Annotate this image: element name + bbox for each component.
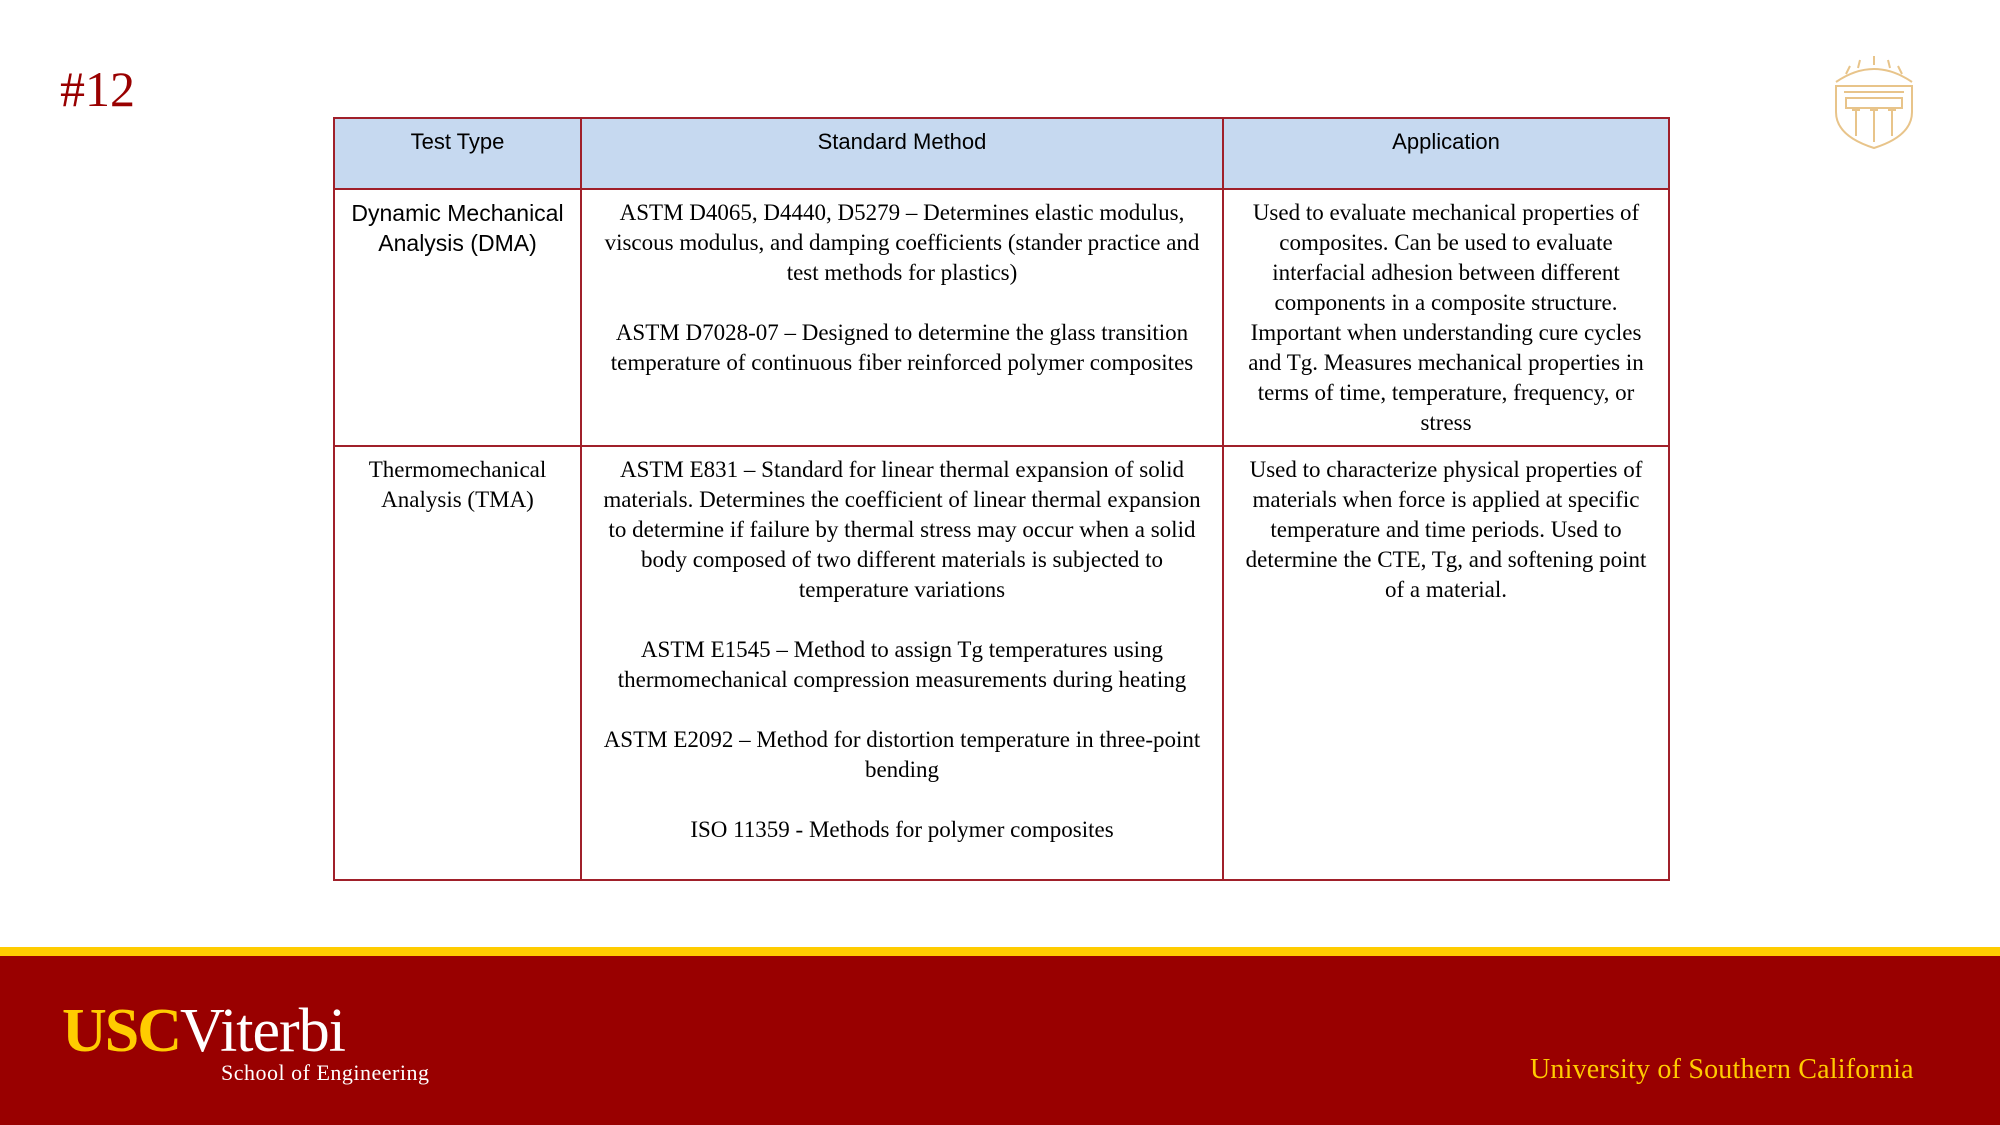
usc-viterbi-logo (62, 996, 345, 1067)
method-paragraph: ASTM E2092 – Method for distortion temperature in three-point bending (603, 727, 1201, 782)
application-cell: Used to characterize physical properties of materials when force is applied at specific temperature and time periods. Used to determine the CTE, Tg, and softening point of a material. (1223, 446, 1669, 880)
application-cell: Used to evaluate mechanical properties of composites. Can be used to evaluate interfacial adhesion between different components in a composite structure. Important when understanding cure cycles and Tg. Measures mechanical properties in terms of time, temperature, frequency, or stress (1223, 189, 1669, 446)
standard-method-cell (581, 189, 1223, 446)
method-paragraph: ASTM E1545 – Method to assign Tg temperatures using thermomechanical compression measurements during heating (617, 637, 1187, 692)
header-application: Application (1223, 118, 1669, 189)
table-row (334, 189, 1669, 446)
test-type-cell: Thermomechanical Analysis (TMA) (334, 446, 581, 880)
logo-usc: USC (62, 997, 181, 1065)
table-row (334, 446, 1669, 880)
method-paragraph: ISO 11359 - Methods for polymer composites (690, 817, 1114, 842)
usc-seal-icon (1822, 52, 1926, 150)
method-paragraph: ASTM E831 – Standard for linear thermal expansion of solid materials. Determines the coefficient of linear thermal expansion to determine if failure by thermal stress may occur when a solid body composed of two different materials is subjected to temperature variations (603, 457, 1201, 602)
header-test-type: Test Type (334, 118, 581, 189)
logo-subtitle: School of Engineering (221, 1060, 430, 1085)
slide-number: #12 (60, 61, 135, 117)
standards-table (333, 117, 1670, 881)
test-type-cell: Dynamic Mechanical Analysis (DMA) (334, 189, 581, 446)
logo-viterbi: Viterbi (180, 997, 345, 1065)
table-header-row (334, 118, 1669, 189)
method-paragraph: ASTM D7028-07 – Designed to determine the glass transition temperature of continuous fiber reinforced polymer composites (610, 320, 1194, 375)
method-paragraph: ASTM D4065, D4440, D5279 – Determines elastic modulus, viscous modulus, and damping coefficients (stander practice and test methods for plastics) (604, 200, 1200, 285)
university-name: University of Southern California (1530, 1054, 1914, 1085)
header-standard-method: Standard Method (581, 118, 1223, 189)
standard-method-cell (581, 446, 1223, 880)
